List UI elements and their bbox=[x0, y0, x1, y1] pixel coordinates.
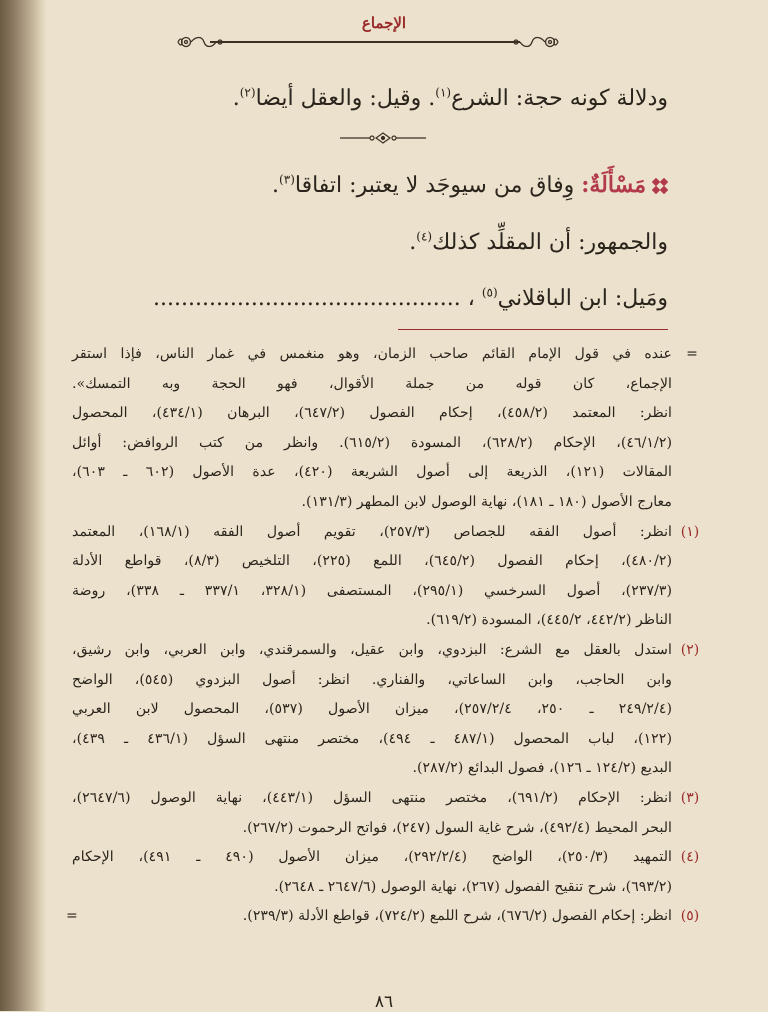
main-text: . bbox=[232, 86, 240, 111]
main-text: ودلالة كونه حجة: الشرع bbox=[451, 86, 668, 111]
main-text-line-4 bbox=[68, 284, 668, 314]
footnote-number: (٣) bbox=[680, 789, 700, 806]
main-text: ومَيل: ابن الباقلاني bbox=[497, 286, 668, 311]
footnote-line: (٢٤٩/٢/٤ ـ ٢٥٠، ٢٥٧/٢/٤)، ميزان الأصول (٥٣٧)، المحصول لابن العربي bbox=[72, 701, 672, 718]
footnote-number: (٢) bbox=[680, 641, 700, 658]
footnote-line: الناظر (٤٤٢/٢، ٤٤٥/٢)، المسودة (٦١٩/٢). bbox=[426, 612, 672, 629]
footnote-4 bbox=[72, 843, 700, 902]
page-number: ٨٦ bbox=[374, 992, 394, 1012]
footnotes-section bbox=[66, 340, 700, 932]
footnote-line: عنده في قول الإمام القائم صاحب الزمان، وهو منغمس في غمار الناس، فإذا استقر bbox=[72, 346, 672, 362]
binding-shadow bbox=[0, 0, 46, 1011]
main-text: . bbox=[409, 230, 417, 255]
footnote-ref: (١) bbox=[435, 85, 452, 100]
header-ornament-right-icon bbox=[512, 34, 560, 50]
footnote-line: (٤٦/١/٢)، الإحكام (٦٢٨/٢)، المسودة (٦١٥/٢). وانظر من كتب الروافض: أوائل bbox=[72, 434, 672, 451]
footnote-number: (١) bbox=[680, 523, 700, 540]
footnote-line: (٤٨٠/٢)، إحكام الفصول (٦٤٥/٢)، اللمع (٢٢٥)، التلخيص (٨/٣)، قواطع الأدلة bbox=[72, 553, 673, 570]
masala-line bbox=[68, 170, 668, 201]
footnote-1 bbox=[72, 518, 700, 636]
footnote-ref: (٣) bbox=[279, 172, 295, 187]
running-header bbox=[0, 10, 768, 50]
footnote-ref: (٢) bbox=[239, 85, 256, 100]
footnote-number: (٤) bbox=[680, 849, 700, 866]
footnote-line: التمهيد (٢٥٠/٣)، الواضح (٢٩٢/٢/٤)، ميزان الأصول (٤٩٠ ـ ٤٩١)، الإحكام bbox=[72, 849, 672, 866]
main-text: . bbox=[272, 173, 280, 198]
footnote-2 bbox=[72, 636, 700, 784]
footnote-line: معارج الأصول (١٨٠ ـ ١٨١)، نهاية الوصول لابن المطهر (١٣١/٣). bbox=[301, 493, 672, 510]
footnote-line: انظر: المعتمد (٤٥٨/٢)، إحكام الفصول (٦٤٧/٢)، البرهان (٤٣٤/١)، المحصول bbox=[72, 405, 672, 422]
footnote-3 bbox=[72, 784, 700, 843]
footnote-5 bbox=[66, 902, 700, 932]
running-header-title: الإجماع bbox=[361, 14, 407, 32]
footnote-line: البحر المحيط (٤٩٢/٤)، شرح غاية السول (٢٤٧)، فواتح الرحموت (٢٦٧/٢). bbox=[242, 819, 672, 836]
main-text: ، bbox=[467, 286, 475, 311]
ellipsis-dots: ............................................ bbox=[153, 286, 461, 311]
main-text-line-3 bbox=[68, 228, 668, 258]
footnote-ref: (٥) bbox=[481, 285, 498, 300]
masala-label: مَسْأَلَةٌ: bbox=[581, 172, 646, 198]
continuation-marker: = bbox=[686, 346, 698, 362]
continuation-end-marker: = bbox=[66, 908, 78, 925]
footnote-line: انظر: الإحكام (٦٩١/٢)، مختصر منتهى السؤل (٤٤٣/١)، نهاية الوصول (٢٦٤٧/٦)، bbox=[72, 789, 672, 806]
footnote-line: (٦٩٣/٢)، شرح تنقيح الفصول (٢٦٧)، نهاية الوصول (٢٦٤٧/٦ ـ ٢٦٤٨). bbox=[274, 878, 672, 895]
footnote-continuation bbox=[72, 340, 698, 518]
main-text: . وقيل: والعقل أيضا bbox=[255, 86, 436, 111]
masala-ornament-icon bbox=[652, 178, 668, 194]
footnote-line: البديع (١٢٤/٢ ـ ١٢٦)، فصول البدائع (٢٨٧/٢). bbox=[412, 760, 672, 777]
footnote-line: المقالات (١٢١)، الذريعة إلى أصول الشريعة (٤٢٠)، عدة الأصول (٦٠٢ ـ ٦٠٣)، bbox=[72, 464, 672, 481]
header-rule bbox=[210, 41, 520, 43]
footnote-line: الإجماع، كان قوله من جملة الأقوال، فهو الحجة وبه التمسك». bbox=[72, 375, 672, 392]
section-separator-icon bbox=[338, 131, 428, 145]
footnote-line: انظر: أصول الفقه للجصاص (٢٥٧/٣)، تقويم أصول الفقه (١٦٨/١)، المعتمد bbox=[72, 523, 672, 540]
footnote-ref: (٤) bbox=[416, 229, 433, 244]
footnote-line: وابن الحاجب، وابن الساعاتي، والفناري. انظر: أصول البزدوي (٥٤٥)، الواضح bbox=[72, 671, 672, 688]
main-text: والجمهور: أن المقلِّد كذلك bbox=[432, 230, 668, 255]
footnote-line: (١٢٢)، لباب المحصول (٤٨٧/١ ـ ٤٩٤)، مختصر منتهى السؤل (٤٣٦/١ ـ ٤٣٩)، bbox=[72, 730, 672, 747]
footnote-number: (٥) bbox=[680, 908, 700, 925]
main-text: وِفاق من سيوجَد لا يعتبر: اتفاقا bbox=[294, 173, 582, 198]
main-text-line-1 bbox=[68, 84, 668, 114]
footnote-line: استدل بالعقل مع الشرع: البزدوي، وابن عقيل، والسمرقندي، وابن العربي، وابن رشيق، bbox=[72, 641, 672, 658]
footnote-line: انظر: إحكام الفصول (٦٧٦/٢)، شرح اللمع (٧٢٤/٢)، قواطع الأدلة (٢٣٩/٣). bbox=[242, 908, 672, 925]
footnote-divider bbox=[398, 329, 668, 330]
footnote-line: (٢٣٧/٣)، أصول السرخسي (٢٩٥/١)، المستصفى (٣٢٨/١، ٣٣٧/١ ـ ٣٣٨)، روضة bbox=[72, 582, 673, 599]
